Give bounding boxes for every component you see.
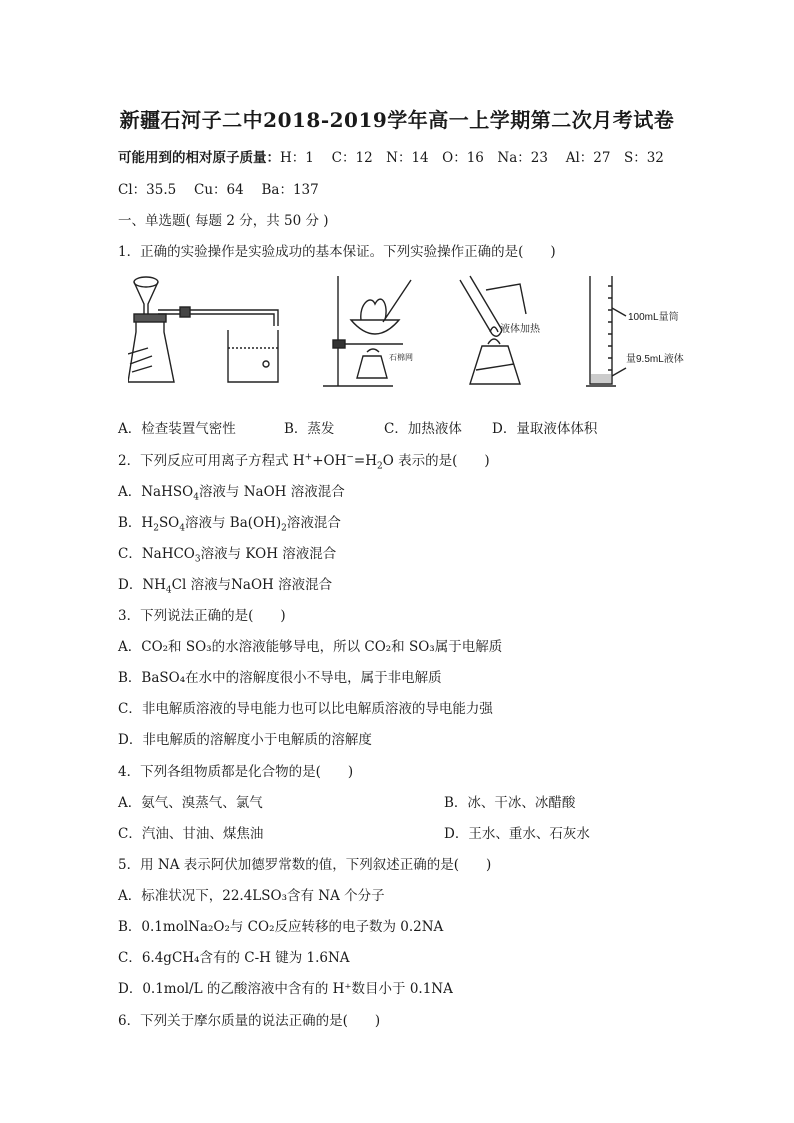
fig-evaporation (323, 274, 433, 394)
q4-option-b: B．冰、干冰、冰醋酸 (444, 795, 576, 811)
section-heading: 一、单选题( 每题 2 分，共 50 分 ) (118, 213, 329, 229)
q3-option-d: D．非电解质的溶解度小于电解质的溶解度 (118, 732, 372, 748)
fig-label-volume: 量9.5mL液体 (626, 354, 684, 365)
text: 溶液与 NaOH 溶液混合 (198, 484, 345, 500)
q3-option-c: C．非电解质溶液的导电能力也可以比电解质溶液的导电能力强 (118, 701, 493, 717)
q1-option-d: D．量取液体体积 (492, 421, 598, 437)
subscript: 2 (281, 523, 287, 534)
q2-stem-part: =H (353, 453, 377, 469)
q5-option-d: D．0.1mol/L 的乙酸溶液中含有的 H⁺数目小于 0.1NA (118, 981, 453, 997)
q3-option-a: A．CO₂和 SO₃的水溶液能够导电，所以 CO₂和 SO₃属于电解质 (118, 639, 503, 655)
q1-stem: 1．正确的实验操作是实验成功的基本保证。下列实验操作正确的是( ) (118, 244, 556, 260)
fig-label-cylinder: 100mL量筒 (628, 312, 679, 323)
q5-option-a: A．标准状况下，22.4LSO₃含有 NA 个分子 (118, 888, 385, 904)
text: 溶液混合 (286, 515, 341, 531)
subscript: 3 (194, 554, 201, 565)
fig-heat-liquid (450, 274, 580, 394)
fig-cylinder (586, 274, 696, 394)
subscript: 2 (153, 523, 159, 534)
q4-stem: 4．下列各组物质都是化合物的是( ) (118, 764, 354, 780)
text: B．H (118, 515, 154, 531)
q3-stem: 3．下列说法正确的是( ) (118, 608, 286, 624)
q4-option-c: C．汽油、甘油、煤焦油 (118, 826, 264, 842)
q6-stem: 6．下列关于摩尔质量的说法正确的是( ) (118, 1013, 381, 1029)
q4-option-d: D．王水、重水、石灰水 (444, 826, 590, 842)
q4-option-a: A．氨气、溴蒸气、氯气 (118, 795, 263, 811)
fig-airtight-check (128, 274, 298, 394)
subscript: 2 (377, 461, 383, 472)
text: C．NaHCO (118, 546, 195, 562)
fig-label-asbestos: 石棉网 (389, 353, 413, 362)
q2-stem-part: 2．下列反应可用离子方程式 H (118, 453, 305, 469)
page-title: 新疆石河子二中2018-2019学年高一上学期第二次月考试卷 (119, 108, 675, 132)
q3-option-b: B．BaSO₄在水中的溶解度很小不导电，属于非电解质 (118, 670, 442, 686)
subscript: 4 (165, 585, 172, 596)
subscript: 4 (193, 492, 199, 503)
q1-option-c: C．加热液体 (384, 421, 462, 437)
text: 溶液与 KOH 溶液混合 (200, 546, 337, 562)
subscript: 4 (179, 523, 185, 534)
atomic-mass-row-1 (118, 146, 664, 166)
q5-stem: 5．用 NA 表示阿伏加德罗常数的值，下列叙述正确的是( ) (118, 857, 492, 873)
text: Cl 溶液与NaOH 溶液混合 (171, 577, 333, 593)
text: SO (158, 515, 180, 531)
q2-option-b (118, 511, 341, 534)
q2-option-a (118, 480, 345, 503)
plus-sign: + (304, 452, 313, 463)
atomic-mass-label: 可能用到的相对原子质量： (118, 150, 280, 166)
q1-option-b: B．蒸发 (284, 421, 335, 437)
text: 溶液与 Ba(OH) (185, 515, 282, 531)
minus-sign: − (346, 452, 354, 463)
q1-figures (128, 274, 618, 396)
q5-option-c: C．6.4gCH₄含有的 C-H 键为 1.6NA (118, 950, 350, 966)
q2-option-d (118, 573, 332, 596)
q2-stem-part: +OH (312, 453, 347, 469)
q2-option-c (118, 542, 336, 565)
text: D．NH (118, 577, 166, 593)
atomic-mass-values-2: Cl：35.5 Cu：64 Ba：137 (118, 182, 319, 198)
q2-stem (118, 449, 490, 472)
atomic-mass-values-1: H：1 C：12 N：14 O：16 Na：23 Al：27 S：32 (280, 150, 664, 166)
text: A．NaHSO (118, 484, 194, 500)
q5-option-b: B．0.1molNa₂O₂与 CO₂反应转移的电子数为 0.2NA (118, 919, 444, 935)
q1-option-a: A．检查装置气密性 (118, 421, 236, 437)
fig-label-heat-liquid: 液体加热 (500, 324, 540, 335)
q2-stem-part: O 表示的是( ) (382, 453, 490, 469)
